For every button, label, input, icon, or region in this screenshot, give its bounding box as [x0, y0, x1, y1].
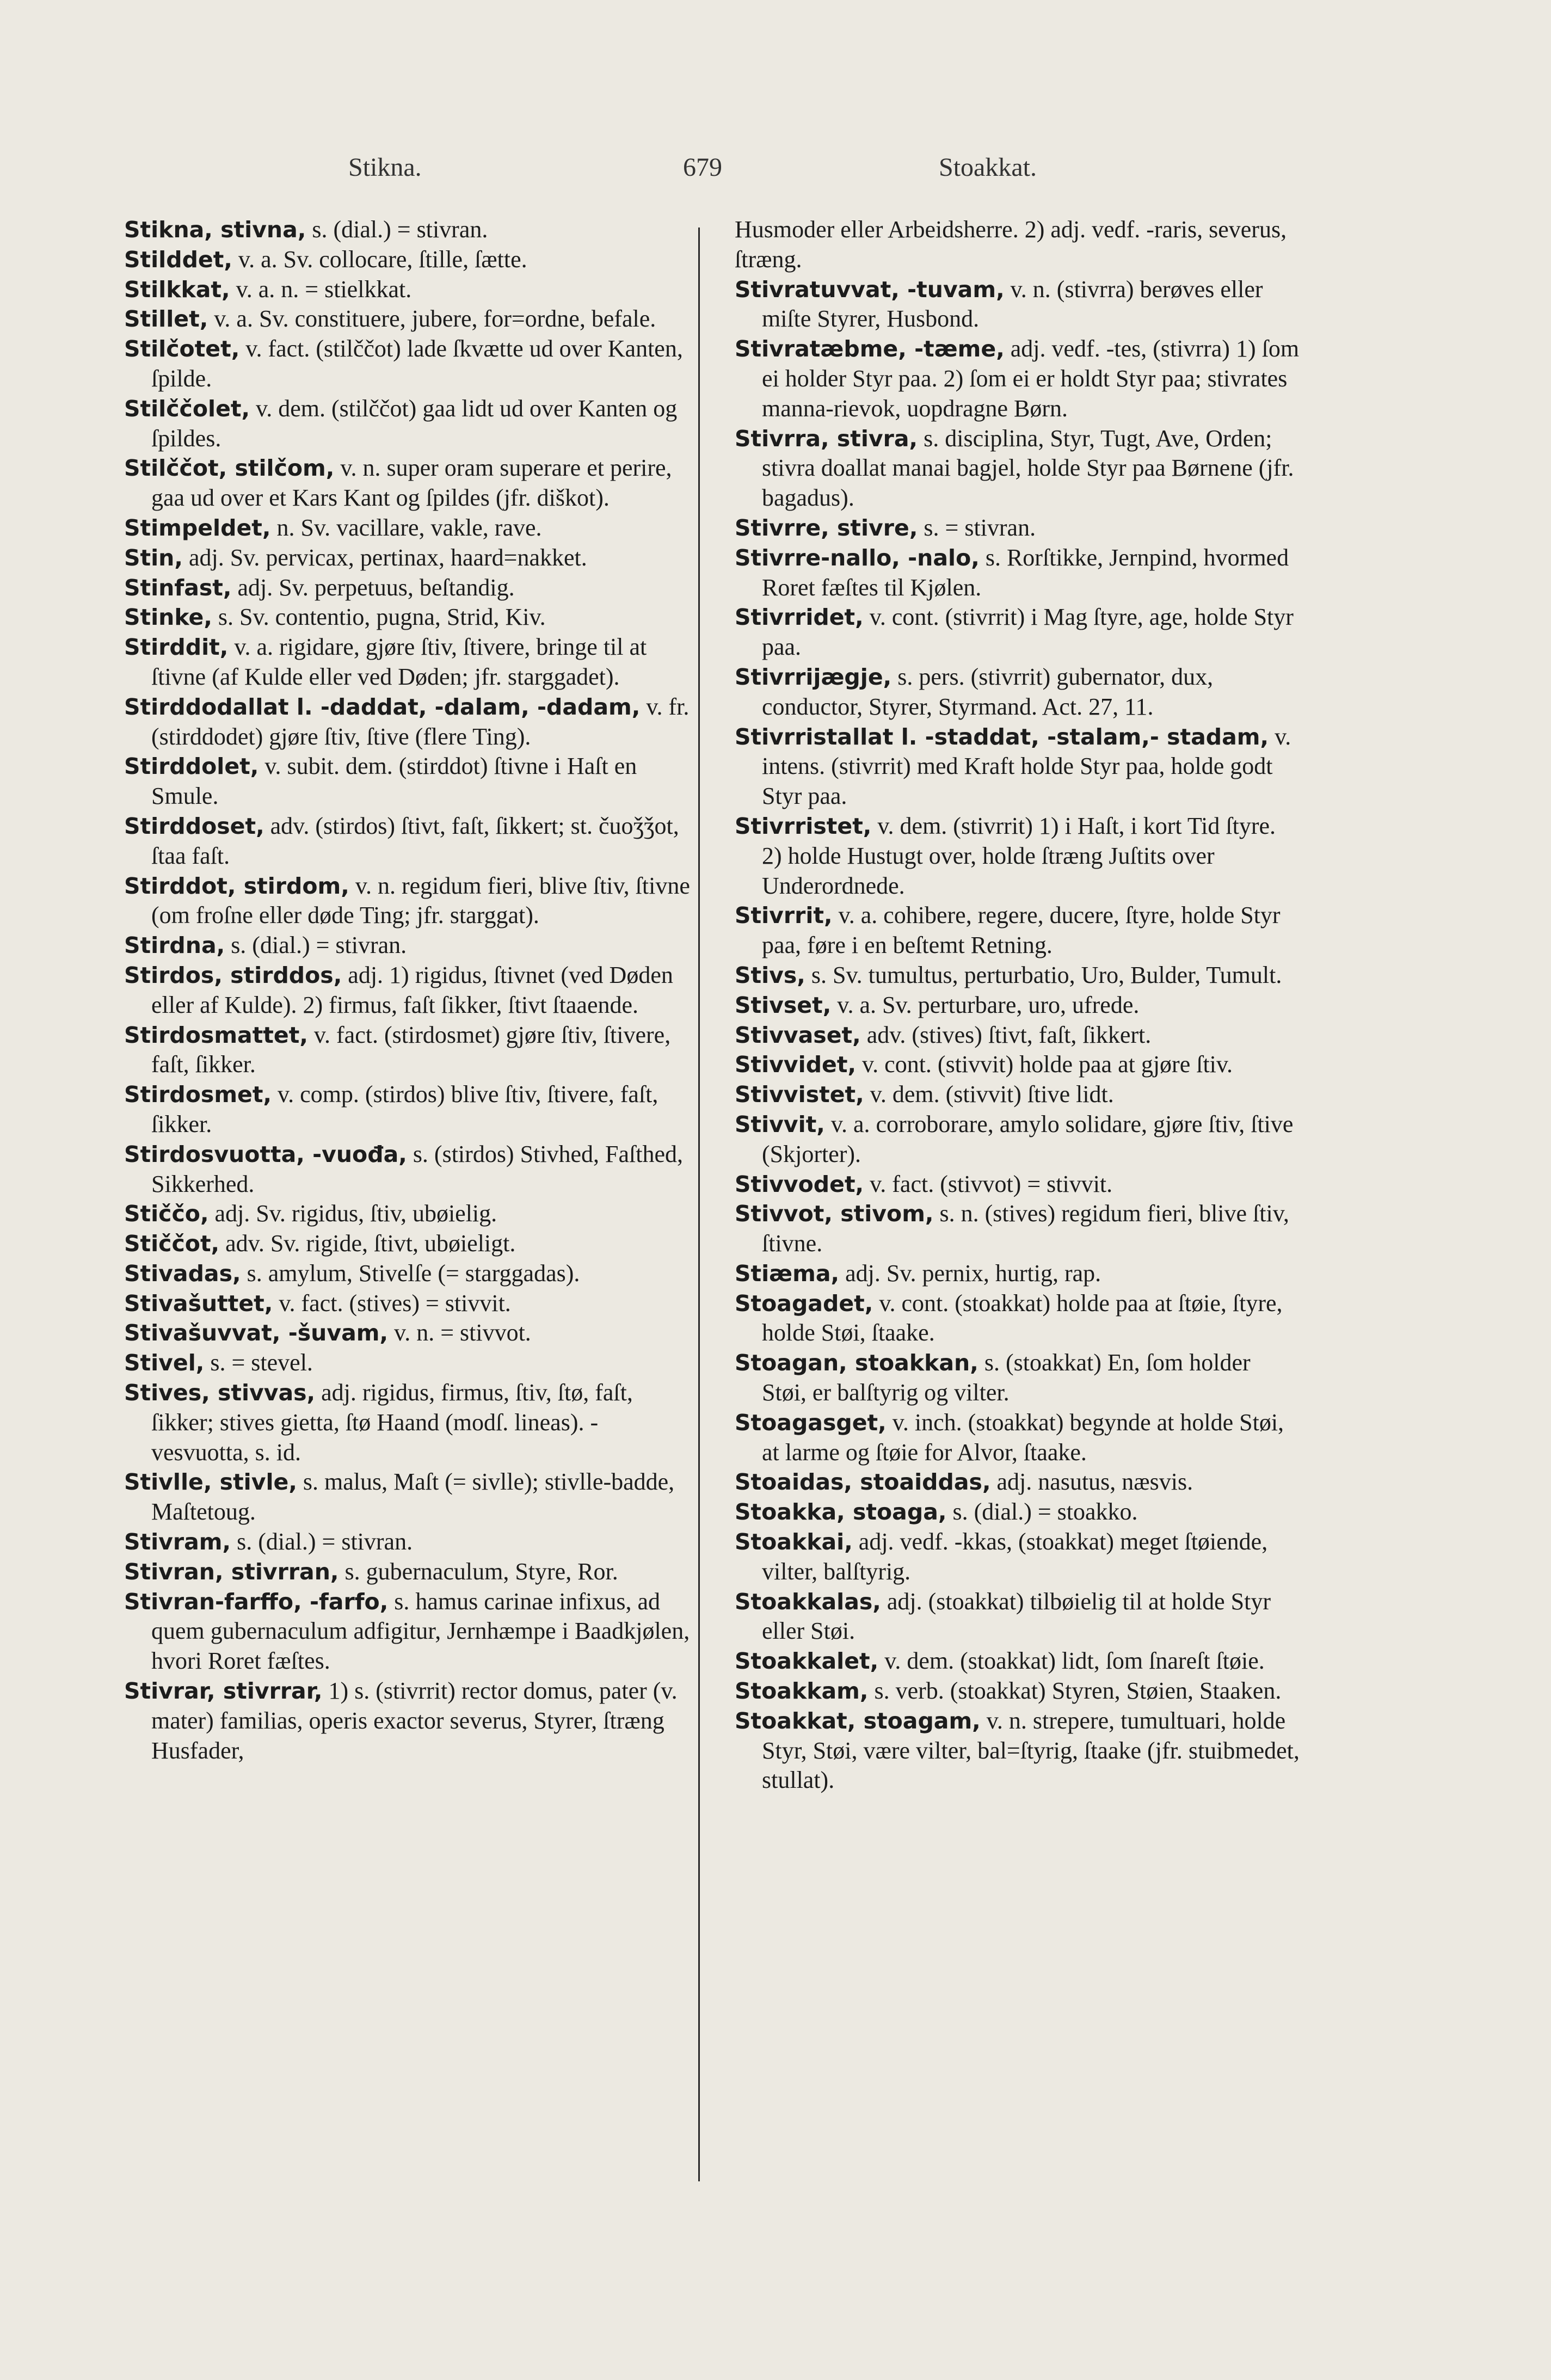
entry-definition: Husmoder eller Arbeidsherre. 2) adj. vedf. -raris, severus, ſtræng.: [735, 216, 1287, 273]
entry-definition: v. a. Sv. constituere, jubere, for=ordne, befale.: [214, 305, 656, 333]
entry-definition: s. gubernaculum, Styre, Ror.: [344, 1558, 618, 1585]
dictionary-entry: [124, 245, 690, 275]
dictionary-entry: [735, 1646, 1301, 1676]
entry-definition: adj. nasutus, næsvis.: [996, 1468, 1193, 1496]
right-column: [735, 215, 1301, 2327]
dictionary-entry: [735, 602, 1301, 662]
entry-headword: Stivašuvvat, -šuvam,: [124, 1320, 389, 1346]
dictionary-entry: [124, 1378, 690, 1467]
entry-definition: v. n. (stivrra) berøves eller miſte Styrer, Husbond.: [762, 275, 1263, 333]
dictionary-entry: [124, 811, 690, 871]
entry-definition: v. a. corroborare, amylo solidare, gjøre ſtiv, ſtive (Skjorter).: [762, 1110, 1294, 1167]
dictionary-entry: [124, 275, 690, 305]
dictionary-entry: [124, 215, 690, 245]
dictionary-entry: [124, 573, 690, 603]
entry-headword: Stiæma,: [735, 1260, 840, 1287]
entry-definition: s. disciplina, Styr, Tugt, Ave, Orden; stivra doallat manai bagjel, holde Styr paa Børnene (jfr. bagadus).: [762, 425, 1294, 512]
entry-definition: s. Sv. tumultus, perturbatio, Uro, Bulder, Tumult.: [811, 961, 1282, 988]
column-divider: [698, 227, 700, 2181]
entry-headword: Stoagadet,: [735, 1290, 873, 1317]
entry-headword: Stilčotet,: [124, 336, 240, 362]
entry-headword: Stoakkalas,: [735, 1588, 881, 1615]
entry-definition: v. a. cohibere, regere, ducere, ſtyre, holde Styr paa, føre i en beſtemt Retning.: [762, 902, 1281, 959]
entry-definition: v. fact. (stivvot) = stivvit.: [870, 1170, 1113, 1197]
entry-headword: Stivrar, stivrrar,: [124, 1678, 323, 1705]
entry-definition: v. intens. (stivrrit) med Kraft holde Styr paa, holde godt Styr paa.: [762, 723, 1291, 810]
entry-headword: Stirdosmattet,: [124, 1022, 308, 1048]
entry-definition: v. a. rigidare, gjøre ſtiv, ſtivere, bringe til at ſtivne (af Kulde eller ved Døden; jfr. starggadet).: [151, 634, 647, 690]
dictionary-entry: [124, 453, 690, 513]
entry-definition: v. dem. (stilččot) gaa lidt ud over Kanten og ſpildes.: [151, 395, 678, 452]
dictionary-entry: [124, 543, 690, 573]
entry-headword: Stillet,: [124, 306, 208, 333]
dictionary-entry: [124, 1467, 690, 1527]
entry-definition: v. cont. (stivvit) holde paa at gjøre ſtiv.: [862, 1051, 1233, 1078]
entry-headword: Stivlle, stivle,: [124, 1469, 297, 1496]
entry-definition: adj. Sv. rigidus, ſtiv, ubøielig.: [214, 1200, 497, 1227]
entry-definition: adj. Sv. pervicax, pertinax, haard=nakket.: [188, 544, 587, 571]
entry-headword: Stivvodet,: [735, 1171, 864, 1197]
dictionary-entry: [735, 901, 1301, 961]
entry-headword: Stilkkat,: [124, 276, 230, 303]
entry-headword: Stivran-farffo, -farfo,: [124, 1588, 389, 1615]
entry-definition: s. (dial.) = stivran.: [231, 932, 407, 959]
entry-headword: Stirddit,: [124, 634, 229, 661]
dictionary-entry: [735, 1050, 1301, 1080]
running-head-left: Stikna.: [348, 153, 422, 182]
dictionary-entry: [735, 991, 1301, 1020]
entry-definition: s. Sv. contentio, pugna, Strid, Kiv.: [218, 604, 546, 631]
dictionary-entry: [735, 1676, 1301, 1706]
dictionary-entry: [124, 394, 690, 454]
entry-headword: Stirddolet,: [124, 753, 259, 780]
entry-headword: Stivrristallat l. -staddat, -stalam,- stadam,: [735, 723, 1269, 750]
entry-definition: v. n. strepere, tumultuari, holde Styr, Støi, være vilter, bal=ſtyrig, ſtaake (jfr. stuibmedet, stullat).: [762, 1707, 1300, 1794]
dictionary-entry: [124, 1259, 690, 1289]
dictionary-entry: [124, 931, 690, 961]
entry-definition: s. Rorſtikke, Jernpind, hvormed Roret fæſtes til Kjølen.: [762, 544, 1289, 601]
dictionary-entry: [124, 334, 690, 394]
dictionary-entry: [735, 1587, 1301, 1647]
entry-headword: Stirdosmet,: [124, 1081, 272, 1108]
dictionary-entry: [124, 513, 690, 543]
entry-definition: v. fr. (stirddodet) gjøre ſtiv, ſtive (flere Ting).: [151, 693, 690, 750]
entry-headword: Stikna, stivna,: [124, 217, 306, 243]
entry-definition: v. fact. (stirdosmet) gjøre ſtiv, ſtivere, faſt, ſikker.: [151, 1021, 671, 1078]
dictionary-entry: [735, 1527, 1301, 1587]
entry-definition: adv. (stives) ſtivt, faſt, ſikkert.: [866, 1021, 1152, 1048]
dictionary-entry: [735, 543, 1301, 603]
dictionary-entry: [735, 1497, 1301, 1527]
entry-definition: adj. 1) rigidus, ſtivnet (ved Døden eller af Kulde). 2) firmus, faſt ſikker, ſtivt ſtaaende.: [151, 961, 673, 1018]
dictionary-entry: [124, 1676, 690, 1766]
dictionary-entry: [735, 513, 1301, 543]
dictionary-entry: [124, 1318, 690, 1348]
entry-definition: v. subit. dem. (stirddot) ſtivne i Haſt en Smule.: [151, 753, 637, 810]
entry-headword: Stoakkai,: [735, 1529, 853, 1555]
running-head-right: Stoakkat.: [939, 153, 1037, 182]
entry-definition: v. comp. (stirdos) blive ſtiv, ſtivere, faſt, ſikker.: [151, 1081, 658, 1137]
entry-headword: Stivašuttet,: [124, 1290, 273, 1317]
page-number: 679: [683, 153, 722, 182]
entry-definition: adv. (stirdos) ſtivt, faſt, ſikkert; st. čuoǯǯot, ſtaa faſt.: [151, 812, 679, 869]
entry-headword: Stilččot, stilčom,: [124, 455, 335, 482]
entry-headword: Stiččo,: [124, 1201, 209, 1227]
entry-headword: Stirddot, stirdom,: [124, 872, 349, 899]
dictionary-entry: [124, 602, 690, 632]
entry-definition: s. = stevel.: [210, 1349, 313, 1376]
dictionary-entry: [124, 304, 690, 334]
entry-headword: Stirddodallat l. -daddat, -dalam, -dadam,: [124, 693, 641, 720]
dictionary-entry: [124, 871, 690, 931]
dictionary-entry: [124, 692, 690, 752]
entry-headword: Stivvit,: [735, 1111, 825, 1137]
entry-definition: 1) s. (stivrrit) rector domus, pater (v. mater) familias, operis exactor severus, Styrer, ſtræng Husfader,: [151, 1677, 678, 1764]
entry-headword: Stilddet,: [124, 246, 232, 273]
entry-headword: Stoakka, stoaga,: [735, 1499, 947, 1526]
dictionary-entry: [124, 1557, 690, 1587]
entry-definition: adj. vedf. -kkas, (stoakkat) meget ſtøiende, vilter, balſtyrig.: [762, 1528, 1268, 1585]
dictionary-entry: [124, 752, 690, 811]
entry-definition: s. (dial.) = stivran.: [312, 216, 488, 243]
entry-definition: s. pers. (stivrrit) gubernator, dux, conductor, Styrer, Styrmand. Act. 27, 11.: [762, 663, 1214, 720]
entry-headword: Stinke,: [124, 604, 212, 631]
entry-definition: adv. Sv. rigide, ſtivt, ubøieligt.: [225, 1230, 516, 1257]
entry-headword: Stivran, stivrran,: [124, 1558, 339, 1585]
dictionary-entry: [735, 334, 1301, 423]
entry-headword: Stivrristet,: [735, 813, 872, 839]
page-header: [0, 152, 1551, 196]
dictionary-entry: [124, 1080, 690, 1140]
entry-definition: v. a. Sv. perturbare, uro, ufrede.: [837, 991, 1140, 1018]
entry-headword: Stirdos, stirddos,: [124, 962, 342, 988]
dictionary-entry: [735, 961, 1301, 991]
entry-definition: adj. (stoakkat) tilbøielig til at holde Styr eller Støi.: [762, 1588, 1271, 1645]
entry-headword: Stoagasget,: [735, 1409, 887, 1436]
dictionary-entry: [735, 662, 1301, 722]
entry-definition: v. fact. (stives) = stivvit.: [279, 1289, 511, 1317]
entry-headword: Stives, stivvas,: [124, 1380, 316, 1406]
entry-definition: v. cont. (stivrrit) i Mag ſtyre, age, holde Styr paa.: [762, 604, 1294, 661]
entry-headword: Stivrra, stivra,: [735, 425, 918, 452]
entry-definition: v. n. super oram superare et perire, gaa ud over et Kars Kant og ſpildes (jfr. diškot).: [151, 454, 672, 512]
dictionary-entry: [124, 1348, 690, 1378]
dictionary-entry: [124, 1289, 690, 1319]
dictionary-entry: [735, 811, 1301, 901]
entry-definition: s. = stivran.: [924, 514, 1036, 541]
left-column: [124, 215, 690, 2327]
entry-definition: v. cont. (stoakkat) holde paa at ſtøie, ſtyre, holde Støi, ſtaake.: [762, 1289, 1283, 1346]
dictionary-entry: [735, 1110, 1301, 1170]
entry-headword: Stinfast,: [124, 574, 232, 601]
entry-definition: adj. Sv. pernix, hurtig, rap.: [845, 1259, 1101, 1287]
entry-headword: Stivrre-nallo, -nalo,: [735, 544, 980, 571]
dictionary-entry: [735, 1289, 1301, 1349]
dictionary-entry: [735, 215, 1301, 275]
entry-definition: s. hamus carinae infixus, ad quem gubernaculum adfigitur, Jernhæmpe i Baadkjølen, hvori Roret fæſtes.: [151, 1588, 690, 1675]
entry-headword: Stivvaset,: [735, 1022, 861, 1048]
dictionary-entry: [124, 1587, 690, 1676]
dictionary-entry: [735, 722, 1301, 811]
entry-definition: v. n. = stivvot.: [394, 1319, 531, 1346]
entry-definition: adj. Sv. perpetuus, beſtandig.: [237, 574, 515, 601]
entry-headword: Stivrre, stivre,: [735, 514, 918, 541]
dictionary-entry: [735, 1467, 1301, 1497]
dictionary-entry: [124, 1140, 690, 1200]
entry-definition: v. a. n. = stielkkat.: [236, 275, 412, 303]
entry-definition: s. amylum, Stivelſe (= starggadas).: [247, 1259, 580, 1287]
entry-headword: Stivram,: [124, 1529, 231, 1555]
entry-headword: Stirdna,: [124, 932, 225, 959]
dictionary-entry: [124, 1527, 690, 1557]
entry-headword: Stirdosvuotta, -vuođa,: [124, 1141, 407, 1167]
dictionary-entry: [124, 961, 690, 1020]
entry-definition: v. dem. (stivrrit) 1) i Haſt, i kort Tid ſtyre. 2) holde Hustugt over, holde ſtræng Juſtits over Underordnede.: [762, 812, 1276, 899]
entry-headword: Stivset,: [735, 992, 832, 1018]
entry-headword: Stivel,: [124, 1350, 205, 1376]
entry-headword: Stivvistet,: [735, 1081, 864, 1108]
dictionary-entry: [124, 632, 690, 692]
dictionary-entry: [124, 1020, 690, 1080]
entry-headword: Stivvidet,: [735, 1051, 857, 1078]
dictionary-entry: [735, 1706, 1301, 1795]
entry-headword: Stivs,: [735, 962, 805, 988]
entry-headword: Stivadas,: [124, 1260, 241, 1287]
entry-definition: s. (stirdos) Stivhed, Faſthed, Sikkerhed.: [151, 1140, 684, 1197]
entry-definition: v. dem. (stivvit) ſtive lidt.: [870, 1081, 1114, 1108]
dictionary-entry: [735, 1170, 1301, 1200]
dictionary-entry: [735, 1408, 1301, 1468]
entry-headword: Stoagan, stoakkan,: [735, 1350, 978, 1376]
entry-definition: s. (dial.) = stivran.: [237, 1528, 413, 1555]
dictionary-entry: [124, 1229, 690, 1259]
entry-definition: s. verb. (stoakkat) Styren, Støien, Staaken.: [874, 1677, 1282, 1705]
entry-definition: v. dem. (stoakkat) lidt, ſom ſnareſt ſtøie.: [884, 1647, 1265, 1675]
dictionary-entry: [735, 1348, 1301, 1408]
dictionary-entry: [735, 1199, 1301, 1259]
entry-definition: s. malus, Maſt (= sivlle); stivlle-badde, Maſtetoug.: [151, 1468, 675, 1526]
entry-headword: Stivratuvvat, -tuvam,: [735, 276, 1005, 303]
entry-headword: Stoakkalet,: [735, 1648, 879, 1675]
entry-headword: Stivrridet,: [735, 604, 864, 631]
entry-headword: Stivrrit,: [735, 902, 833, 929]
entry-definition: adj. vedf. -tes, (stivrra) 1) ſom ei holder Styr paa. 2) ſom ei er holdt Styr paa; stivrates manna-rievok, uopdragne Børn.: [762, 335, 1300, 422]
entry-headword: Stimpeldet,: [124, 514, 271, 541]
dictionary-entry: [735, 1020, 1301, 1050]
dictionary-entry: [735, 275, 1301, 335]
dictionary-entry: [124, 1199, 690, 1229]
entry-definition: n. Sv. vacillare, vakle, rave.: [276, 514, 542, 541]
entry-definition: s. (dial.) = stoakko.: [952, 1498, 1138, 1526]
entry-definition: v. n. regidum fieri, blive ſtiv, ſtivne (om froſne eller døde Ting; jfr. starggat).: [151, 872, 690, 929]
entry-headword: Stoakkat, stoagam,: [735, 1707, 981, 1734]
dictionary-entry: [735, 1259, 1301, 1289]
entry-definition: v. inch. (stoakkat) begynde at holde Støi, at larme og ſtøie for Alvor, ſtaake.: [762, 1409, 1284, 1466]
entry-headword: Stivvot, stivom,: [735, 1201, 934, 1227]
entry-headword: Stin,: [124, 544, 183, 571]
entry-headword: Stiččot,: [124, 1231, 220, 1257]
entry-definition: v. fact. (stilččot) lade ſkvætte ud over Kanten, ſpilde.: [151, 335, 683, 392]
dictionary-entry: [735, 424, 1301, 513]
entry-headword: Stivratæbme, -tæme,: [735, 336, 1005, 362]
entry-definition: s. (stoakkat) En, ſom holder Støi, er balſtyrig og vilter.: [762, 1349, 1251, 1406]
entry-definition: adj. rigidus, firmus, ſtiv, ſtø, faſt, ſikker; stives gietta, ſtø Haand (modſ. lineas). -vesvuotta, s. id.: [151, 1379, 633, 1466]
entry-headword: Stirddoset,: [124, 813, 264, 839]
entry-headword: Stoakkam,: [735, 1678, 869, 1705]
entry-definition: v. a. Sv. collocare, ſtille, ſætte.: [238, 245, 527, 273]
entry-definition: s. n. (stives) regidum fieri, blive ſtiv, ſtivne.: [762, 1200, 1289, 1257]
entry-headword: Stivrrijægje,: [735, 663, 892, 690]
entry-headword: Stoaidas, stoaiddas,: [735, 1469, 991, 1496]
entry-headword: Stilččolet,: [124, 395, 250, 422]
dictionary-entry: [735, 1080, 1301, 1110]
